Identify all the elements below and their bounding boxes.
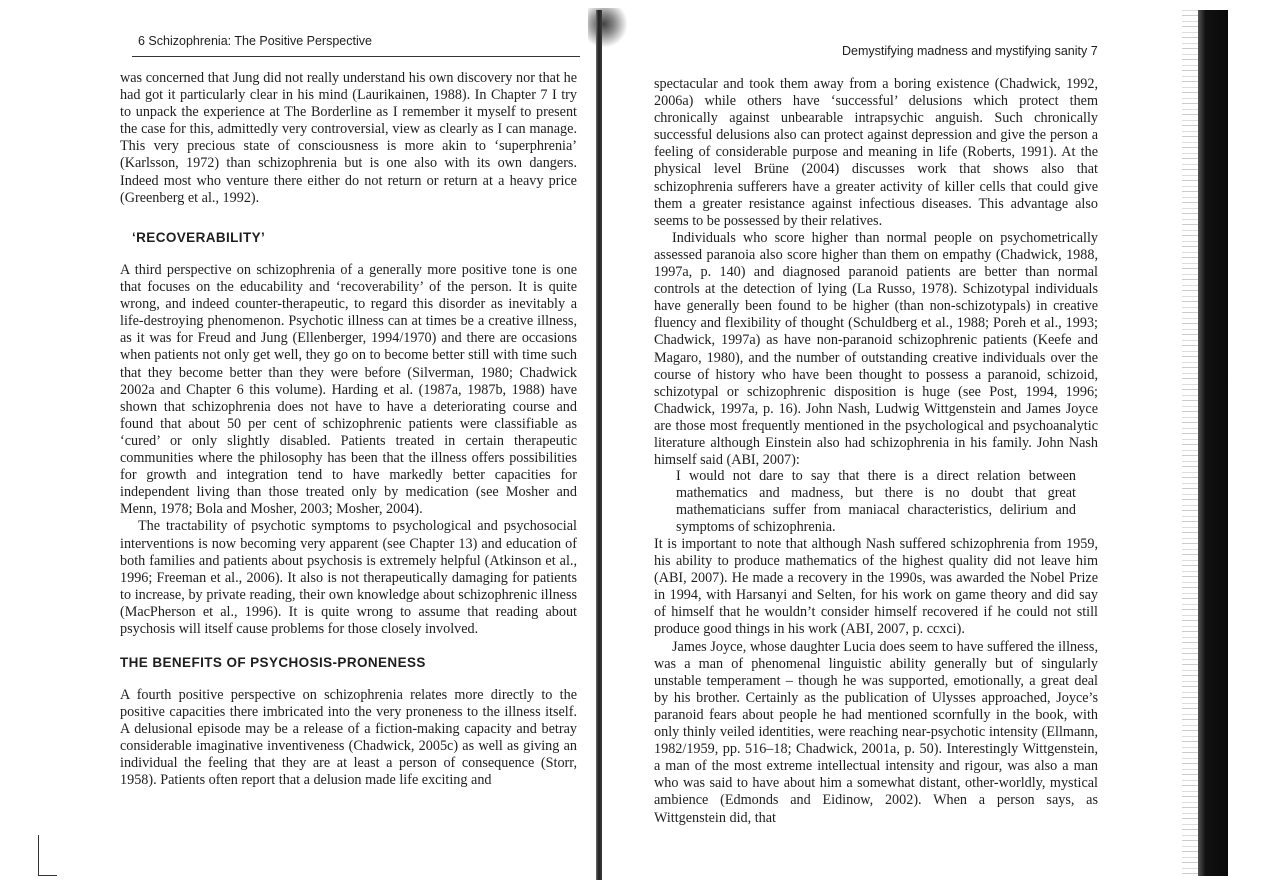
block-quote: I would not dare to say that there is a direct relation between mathematics and madness, but there is no doubt that great mathematicians suffer from maniacal characteristics, delirium and symptoms of schizophrenia.	[676, 468, 1076, 536]
right-running-header: Demystifying madness and mystifying sanity 7	[842, 44, 1098, 58]
left-intro-paragraph	[120, 70, 577, 207]
left-page	[0, 0, 600, 894]
paragraph: A third perspective on schizophrenia of a generally more positive tone is one that focuses on the educability and ‘recoverability’ of the person. It is quite wrong, and indeed counter-therapeutic, to regard this disorder as inevitably a life-destroying phenomenon. Psychotic illness can at times be a creative illness, as it was for Freud and Jung (Ellenberger, 1994/1970) and there are occasions when patients not only get well, they go on to become better still with time such that they become better than they were before (Silverman, 1980; Chadwick 2002a and Chapter 6 this volume). Harding et al. (1987a, 1987b, 1988) have shown that schizophrenia does not have to have a deteriorating course and found that about 50 per cent of schizophrenic patients were classifiable as ‘cured’ or only slightly disabled. Patients treated in certain therapeutic communities where the philosophy has been that the illness offers possibilities for growth and integration tend to have markedly better capacities for independent living than those treated only by medication (see Mosher and Menn, 1978; Bola and Mosher, 2003; Mosher, 2004).	[120, 262, 577, 518]
section-heading-recoverability: ‘RECOVERABILITY’	[132, 230, 266, 245]
paragraph: The tractability of psychotic symptoms to psychological and psychosocial interventions is now becoming very apparent (see Chapter 13) and education of both families and patients about psychosis is extremely helpful (Atkinson et al., 1996; Freeman et al., 2006). It also is not therapeutically damaging for patients to increase, by private reading, their own knowledge about schizophrenic illness (MacPherson et al., 1996). It is quite wrong to assume that reading about psychosis will itself cause problems for those closely involved.	[120, 518, 577, 637]
benefits-body	[120, 687, 577, 790]
section-heading-benefits: THE BENEFITS OF PSYCHOSIS-PRONENESS	[120, 655, 426, 670]
paragraph: was concerned that Jung did not really understand his own discovery nor that he had got it particularly clear in his mind (Laurikainen, 1988). In Chapter 7 I try to unpack the experience at The Borderline as I remember it myself to present the case for this, admittedly very controversial, view as clearly as I can manage. This very precious state of consciousness is more akin to ‘superphrenia’ (Karlsson, 1972) than schizophrenia but is one also with its own dangers. Indeed most who venture there either do not return or return at a heavy price (Greenberg et al., 1992).	[120, 70, 577, 206]
header-rule	[132, 56, 580, 57]
paragraph: James Joyce, whose daughter Lucia does seem to have suffered the illness, was a man of phenomenal linguistic ability generally but of singularly unstable temperament – though he was supported, emotionally, a great deal by his brother. Certainly as the publication of Ulysses approached, Joyce’s paranoid fears about people he had mentioned scornfully in the book, with only thinly veiled identities, were reaching near-psychotic intensity (Ellmann, 1982/1959, pp. 516–18; Chadwick, 2001a, p. 50). Interestingly Wittgenstein, a man of the most extreme intellectual intensity and rigour, was also a man who was said to have about him a somewhat distant, other-worldly, mystical ambience (Edmonds and Eidinow, 2002). When a person says, as Wittgenstein did, that	[654, 638, 1098, 826]
right-body-upper	[654, 76, 1098, 469]
right-body-lower	[654, 536, 1098, 827]
left-running-header: 6 Schizophrenia: The Positive Perspective	[138, 34, 372, 48]
paragraph: A fourth positive perspective on schizophrenia relates more directly to the positive capacities there imbricated into the very proneness to the illness itself. A delusional episode may be a release of a fiction-making capacity and betray considerable imaginative inventiveness (Chadwick, 2005c) as well as giving an individual the feeling that they are at least a person of consequence (Storr, 1958). Patients often report that a delusion made life exciting and	[120, 687, 577, 789]
paragraph: spectacular and took them away from a boring existence (Chadwick, 1992, 2006a) while others have ‘successful’ delusions which protect them chronically against unbearable intrapsychic anguish. Such chronically successful delusions also can protect against depression and give the person a feeling of considerable purpose and meaning in life (Roberts, 1991). At the physical level Brüne (2004) discusses work that shows also that schizophrenia sufferers have a greater activity of killer cells that could give them a greater resistance against infectious diseases. This advantage also seems to be possessed by their relatives.	[654, 76, 1098, 229]
recoverability-body	[120, 262, 577, 638]
paragraph: It is important to note that although Nash suffered schizophrenia from 1959, his ability to produce mathematics of the highest quality did not leave him (ABI, 2007). He made a recovery in the 1990s, was awarded the Nobel Prize in 1994, with Harsanyi and Selten, for his work on game theory and did say of himself that he wouldn’t consider himself recovered if he could not still produce good things in his work (ABI, 2007, p. ccxci).	[654, 536, 1098, 638]
paragraph: Individuals who score higher than normal people on psychometrically assessed paranoia also score higher than them on empathy (Chadwick, 1988, 1997a, p. 140) and diagnosed paranoid patients are better than normal controls at the detection of lying (La Russo, 1978). Schizotypal individuals have generally been found to be higher (than non-schizotypals) in creative fluency and flexibility of thought (Schuldberg et al., 1988; Poreh et al., 1993; Chadwick, 1997a) as have non-paranoid schizophrenic patients (Keefe and Magaro, 1980), and the number of outstanding creative individuals over the course of history who have been thought to possess a paranoid, schizoid, schizotypal or schizophrenic disposition is huge (see Post, 1994, 1996; Chadwick, 1997a, p. 16). John Nash, Ludwig Wittgenstein and James Joyce are those most frequently mentioned in the psychological and psychoanalytic literature although Einstein also had schizophrenia in his family. John Nash himself said (ABI, 2007):	[654, 229, 1098, 469]
